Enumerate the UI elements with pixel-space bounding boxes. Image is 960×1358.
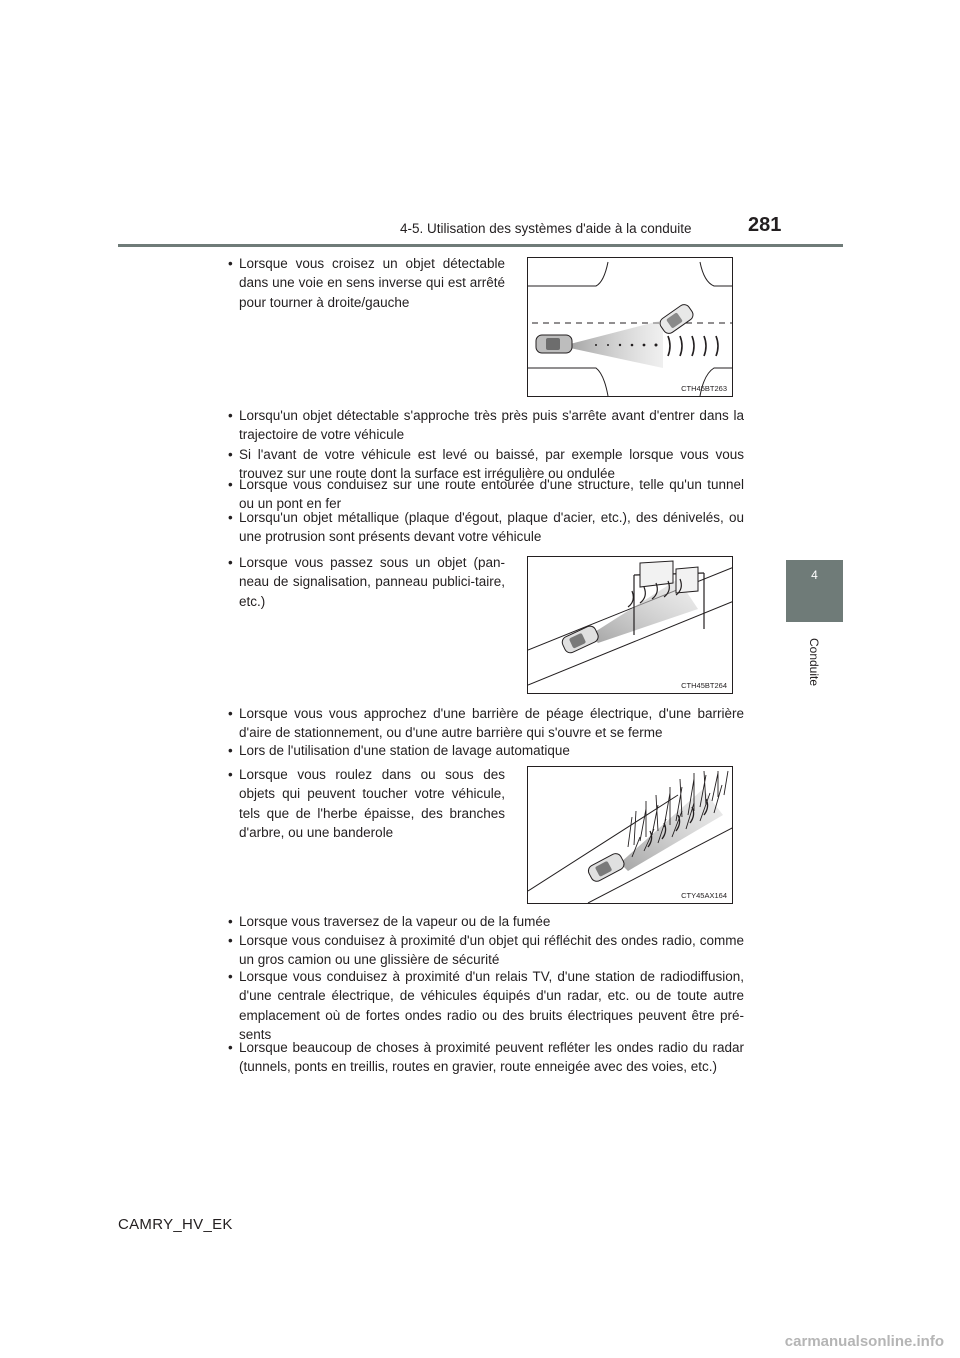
illustration-overhead-sign <box>528 557 733 694</box>
bullet-marker: • <box>228 743 233 758</box>
chapter-tab <box>786 560 843 622</box>
bullet-text: Lorsque vous conduisez à proximité d'un objet qui réfléchit des ondes radio, comme un gros camion ou une glissière de sécurité <box>239 933 744 968</box>
bullet-item <box>228 967 744 1045</box>
bullet-text: Lorsque vous roulez dans ou sous des objets qui peuvent toucher votre véhicule, tels que de l'herbe épaisse, des branches d'arbre, ou une banderole <box>239 767 505 841</box>
bullet-item <box>228 254 505 312</box>
bullet-marker: • <box>228 933 233 948</box>
bullet-item <box>228 553 505 611</box>
bullet-text: Lorsque vous croisez un objet détectable dans une voie en sens inverse qui est arrêté pour tourner à droite/gauche <box>239 256 505 310</box>
bullet-text: Lors de l'utilisation d'une station de lavage automatique <box>239 743 570 758</box>
bullet-text: Si l'avant de votre véhicule est levé ou baissé, par exemple lorsque vous vous trouvez sur une route dont la surface est irrégulière ou ondulée <box>239 447 744 482</box>
bullet-marker: • <box>228 767 233 782</box>
bullet-marker: • <box>228 256 233 271</box>
figure-code: CTH45BT263 <box>681 384 727 393</box>
bullet-marker: • <box>228 706 233 721</box>
bullet-marker: • <box>228 408 233 423</box>
bullet-item <box>228 741 744 760</box>
page-number: 281 <box>748 214 782 236</box>
figure-overhead-sign <box>527 556 733 694</box>
bullet-text: Lorsque vous conduisez à proximité d'un relais TV, d'une station de radiodiffusion, d'une centrale électrique, de véhicules équipés d'un radar, etc. ou de toute autre emplacement où de fortes ondes radio ou des bruits électriques peuvent être pré-sents <box>239 969 744 1043</box>
watermark: carmanualsonline.info <box>784 1333 944 1350</box>
figure-code: CTY45AX164 <box>681 891 727 900</box>
section-title: 4-5. Utilisation des systèmes d'aide à la conduite <box>400 221 692 236</box>
illustration-tall-grass <box>528 767 733 904</box>
bullet-marker: • <box>228 969 233 984</box>
bullet-marker: • <box>228 914 233 929</box>
bullet-item <box>228 508 744 547</box>
bullet-text: Lorsqu'un objet métallique (plaque d'égout, plaque d'acier, etc.), des dénivelés, ou une protrusion sont présents devant votre véhicule <box>239 510 744 545</box>
bullet-item <box>228 1038 744 1077</box>
model-code: CAMRY_HV_EK <box>118 1216 233 1233</box>
bullet-text: Lorsqu'un objet détectable s'approche très près puis s'arrête avant d'entrer dans la trajectoire de votre véhicule <box>239 408 744 443</box>
bullet-item <box>228 912 744 931</box>
bullet-marker: • <box>228 510 233 525</box>
bullet-text: Lorsque vous traversez de la vapeur ou de la fumée <box>239 914 551 929</box>
bullet-item <box>228 704 744 743</box>
bullet-marker: • <box>228 555 233 570</box>
bullet-item <box>228 406 744 445</box>
bullet-item <box>228 765 505 843</box>
figure-tall-grass <box>527 766 733 904</box>
bullet-text: Lorsque vous vous approchez d'une barrière de péage électrique, d'une barrière d'aire de stationnement, ou d'une autre barrière qui s'ouvre et se ferme <box>239 706 744 741</box>
bullet-marker: • <box>228 447 233 462</box>
figure-code: CTH45BT264 <box>681 681 727 690</box>
bullet-text: Lorsque beaucoup de choses à proximité peuvent refléter les ondes radio du radar (tunnels, ponts en treillis, routes en gravier, route enneigée avec des voies, etc.) <box>239 1040 744 1075</box>
chapter-number: 4 <box>811 568 818 582</box>
illustration-oncoming-turn <box>528 258 733 397</box>
bullet-marker: • <box>228 1040 233 1055</box>
bullet-text: Lorsque vous conduisez sur une route entourée d'une structure, telle qu'un tunnel ou un pont en fer <box>239 477 744 512</box>
bullet-item <box>228 931 744 970</box>
figure-oncoming-turn <box>527 257 733 397</box>
chapter-label: Conduite <box>807 637 821 687</box>
bullet-marker: • <box>228 477 233 492</box>
header-rule <box>118 244 843 247</box>
bullet-text: Lorsque vous passez sous un objet (pan-neau de signalisation, panneau publici-taire, etc.) <box>239 555 505 609</box>
